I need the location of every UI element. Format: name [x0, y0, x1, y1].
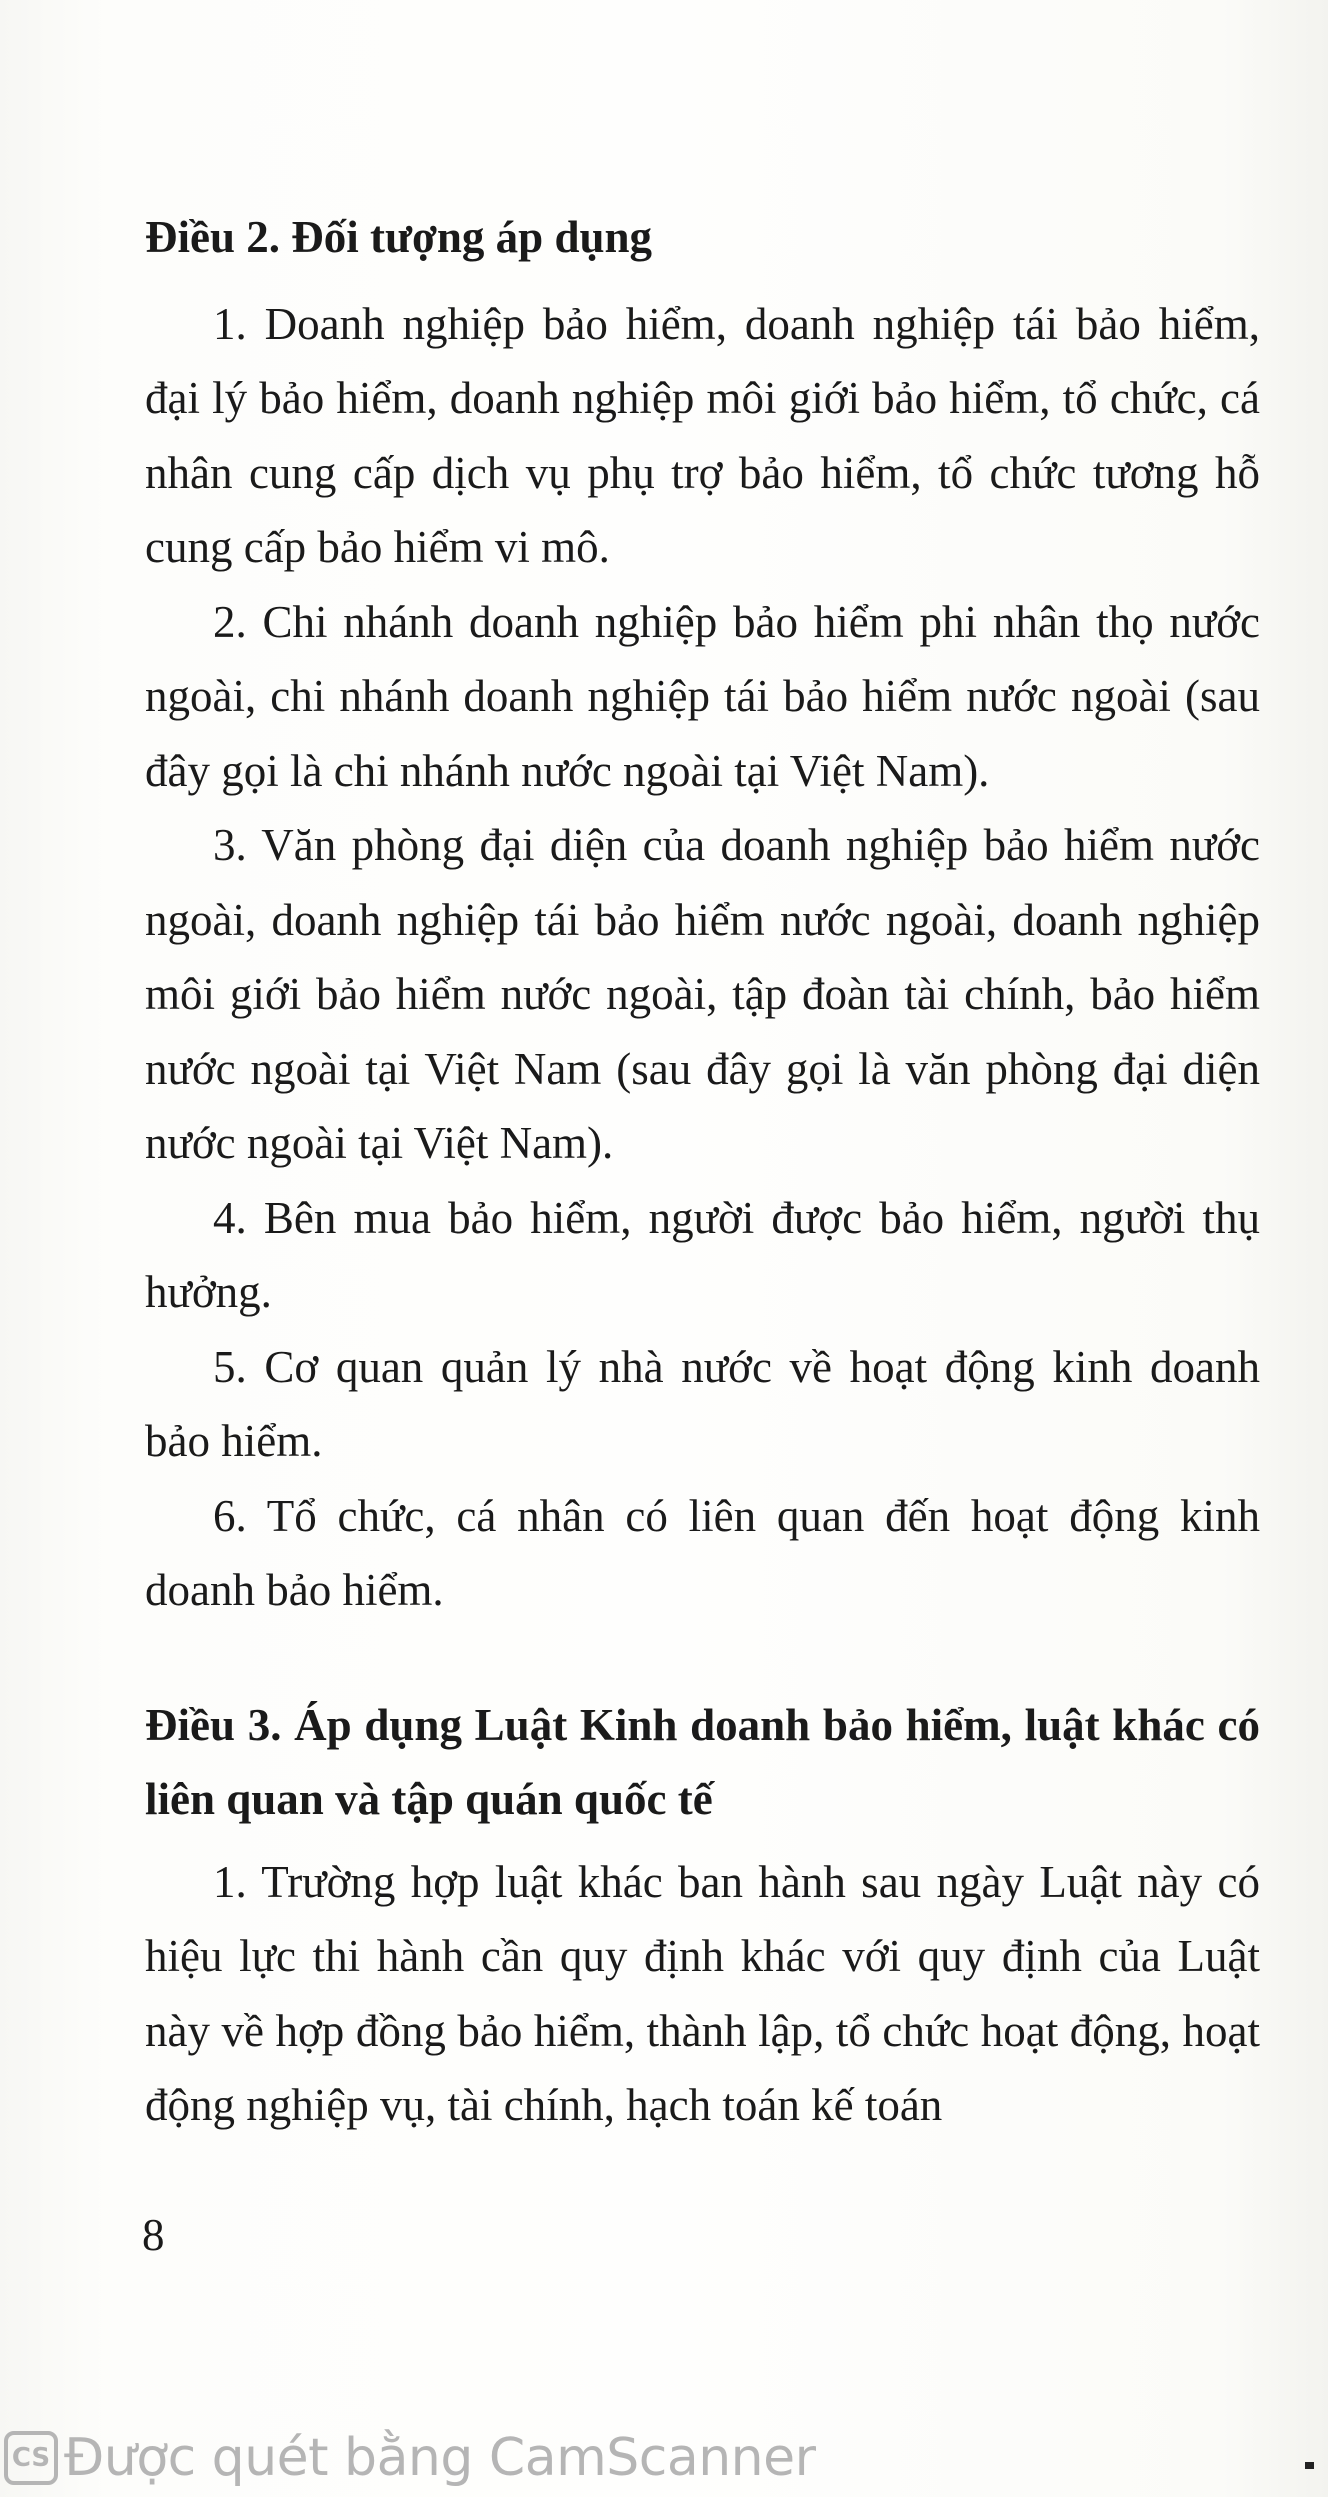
- article-2-clause-6: 6. Tổ chức, cá nhân có liên quan đến hoạt động kinh doanh bảo hiểm.: [145, 1490, 1260, 1615]
- scan-edge-mark: [1305, 2462, 1314, 2469]
- article-2-clause-2: 2. Chi nhánh doanh nghiệp bảo hiểm phi nhân thọ nước ngoài, chi nhánh doanh nghiệp tái bảo hiểm nước ngoài (sau đây gọi là chi nhánh nước ngoài tại Việt Nam).: [145, 596, 1260, 796]
- camscanner-watermark-text: Được quét bằng CamScanner: [64, 2428, 816, 2488]
- article-2-clause-4: 4. Bên mua bảo hiểm, người được bảo hiểm, người thụ hưởng.: [145, 1192, 1260, 1317]
- article-2-clause-3: 3. Văn phòng đại diện của doanh nghiệp bảo hiểm nước ngoài, doanh nghiệp tái bảo hiểm nước ngoài, doanh nghiệp môi giới bảo hiểm nước ngoài, tập đoàn tài chính, bảo hiểm nước ngoài tại Việt Nam (sau đây gọi là văn phòng đại diện nước ngoài tại Việt Nam).: [145, 820, 1260, 1168]
- article-3-heading: Điều 3. Áp dụng Luật Kinh doanh bảo hiểm, luật khác có liên quan và tập quán quốc tế: [145, 1699, 1260, 1824]
- article-2-clause-1: 1. Doanh nghiệp bảo hiểm, doanh nghiệp tái bảo hiểm, đại lý bảo hiểm, doanh nghiệp môi giới bảo hiểm, tổ chức, cá nhân cung cấp dịch vụ phụ trợ bảo hiểm, tổ chức tương hỗ cung cấp bảo hiểm vi mô.: [145, 298, 1260, 572]
- page-number: 8: [142, 2210, 165, 2260]
- article-2-clause-5: 5. Cơ quan quản lý nhà nước về hoạt động kinh doanh bảo hiểm.: [145, 1341, 1260, 1466]
- page-body: [145, 200, 1260, 2143]
- article-3-clause-1: 1. Trường hợp luật khác ban hành sau ngày Luật này có hiệu lực thi hành cần quy định khác với quy định của Luật này về hợp đồng bảo hiểm, thành lập, tổ chức hoạt động, hoạt động nghiệp vụ, tài chính, hạch toán kế toán: [145, 1856, 1260, 2130]
- camscanner-watermark: [4, 2427, 816, 2489]
- article-2-heading: Điều 2. Đối tượng áp dụng: [145, 212, 653, 262]
- camscanner-logo-icon: CS: [4, 2431, 58, 2485]
